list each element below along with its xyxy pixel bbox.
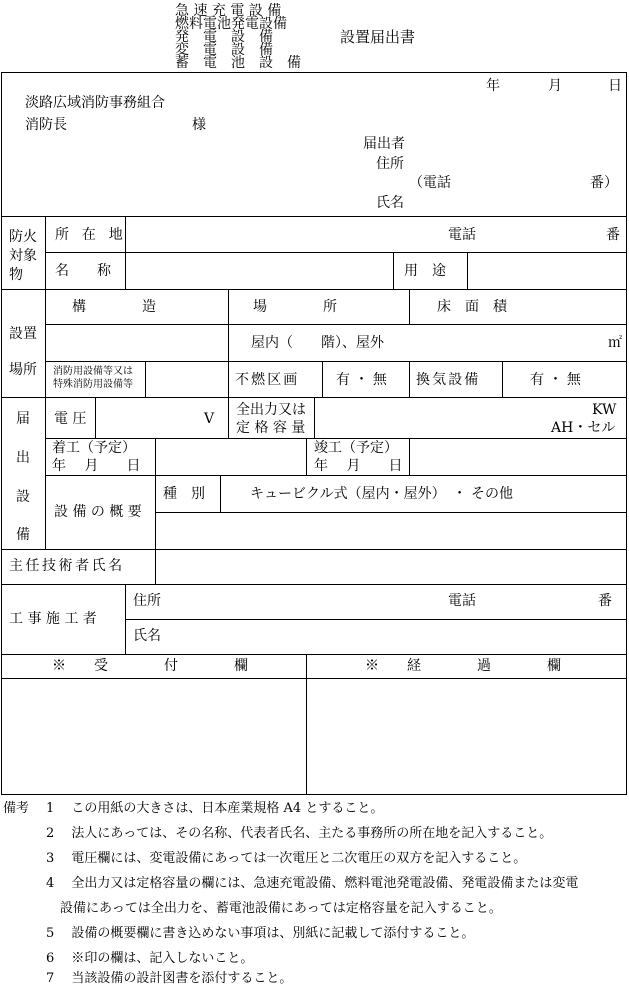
fire-equipment-label-2: 特殊消防用設備等 [53, 379, 133, 390]
honorific: 様 [192, 117, 206, 133]
output-label-2: 定 格 容 量 [236, 420, 306, 436]
date-month: 月 [548, 78, 562, 94]
progress-label: ※ 経 過 欄 [365, 658, 561, 674]
installation-label-1: 設置 [9, 326, 37, 342]
equipment-label-2: 出 [16, 450, 30, 466]
contractor-label: 工 事 施 工 者 [9, 611, 97, 627]
complete-label: 竣工（予定） [314, 440, 398, 456]
contractor-address-label: 住所 [133, 593, 161, 609]
title-line-4: 変 電 設 備 [175, 42, 273, 58]
notifier-phone-open: （電話 [409, 175, 451, 191]
output-unit-kw: KW [592, 402, 617, 418]
equipment-label-1: 届 [16, 411, 30, 427]
voltage-unit: V [204, 411, 215, 427]
equipment-label-4: 備 [16, 527, 30, 543]
start-date: 年 月 日 [52, 458, 141, 474]
note-4: 4 全出力又は定格容量の欄には、急速充電設備、燃料電池発電設備、発電設備または変電 [46, 876, 579, 891]
indoor-outdoor-text: 屋内（ 階）、屋外 [251, 335, 384, 351]
ventilation-label: 換気設備 [416, 372, 481, 388]
title-line-5: 蓄 電 池 設 備 [175, 55, 301, 71]
type-label: 種 別 [163, 486, 205, 502]
target-label-2: 対象 [9, 248, 37, 264]
title-suffix: 設置届出書 [340, 28, 416, 46]
recipient-org: 淡路広域消防事務組合 [25, 95, 165, 111]
fire-equipment-label-1: 消防用設備等又は [53, 366, 133, 377]
target-label-1: 防火 [9, 229, 37, 245]
output-label-1: 全出力又は [236, 402, 306, 418]
installation-label-2: 場所 [9, 362, 37, 378]
type-options: キュービクル式（屋内・屋外） ・ その他 [250, 486, 514, 502]
note-6: 6 ※印の欄は、記入しないこと。 [46, 951, 254, 966]
title-line-2: 燃料電池発電設備 [175, 16, 287, 32]
notifier-label: 届出者 [363, 136, 405, 152]
target-name-label: 名 称 [55, 263, 111, 279]
target-phone-suffix: 番 [606, 227, 620, 243]
target-location-label: 所 在 地 [55, 227, 127, 243]
engineer-label: 主任技術者氏名 [9, 558, 125, 574]
title-line-3: 発 電 設 備 [175, 29, 273, 45]
contractor-phone-suffix: 番 [598, 593, 612, 609]
output-unit-ah: AH・セル [551, 420, 616, 436]
notifier-name-label: 氏名 [376, 195, 404, 211]
reception-label: ※ 受 付 欄 [52, 658, 248, 674]
ventilation-yes-no: 有 ・ 無 [530, 372, 581, 388]
notifier-phone-close: 番） [590, 175, 618, 191]
note-7: 7 当該設備の設計図書を添付すること。 [46, 971, 293, 986]
voltage-label: 電 圧 [54, 411, 87, 427]
title-line-1: 急 速 充 電 設 備 [175, 3, 282, 19]
recipient-title: 消防長 [25, 117, 67, 133]
target-phone-label: 電話 [448, 227, 476, 243]
date-year: 年 [486, 78, 500, 94]
note-1: 1 この用紙の大きさは、日本産業規格 A4 とすること。 [46, 801, 384, 816]
notifier-address-label: 住所 [376, 156, 404, 172]
date-day: 日 [608, 78, 622, 94]
equipment-label-3: 設 [16, 489, 30, 505]
notes-heading: 備考 [3, 801, 30, 816]
start-label: 着工（予定） [52, 440, 136, 456]
note-4-cont: 設備にあっては全出力を、蓄電池設備にあっては定格容量を記入すること。 [60, 901, 502, 916]
nonflammable-yes-no: 有 ・ 無 [336, 372, 387, 388]
note-3: 3 電圧欄には、変電設備にあっては一次電圧と二次電圧の双方を記入すること。 [46, 851, 527, 866]
nonflammable-label: 不燃区画 [235, 372, 300, 388]
note-5: 5 設備の概要欄に書き込めない事項は、別紙に記載して添付すること。 [46, 926, 475, 941]
note-2: 2 法人にあっては、その名称、代表者氏名、主たる事務所の所在地を記入すること。 [46, 826, 553, 841]
structure-label: 構 造 [72, 299, 156, 315]
contractor-name-label: 氏名 [133, 628, 161, 644]
place-label: 場 所 [253, 299, 337, 315]
target-label-3: 物 [9, 267, 23, 283]
area-unit: ㎡ [608, 335, 622, 351]
summary-label: 設 備 の 概 要 [54, 504, 142, 520]
contractor-phone-label: 電話 [448, 593, 476, 609]
complete-date: 年 月 日 [314, 458, 403, 474]
target-use-label: 用 途 [404, 263, 446, 279]
floor-area-label: 床 面 積 [437, 299, 507, 315]
